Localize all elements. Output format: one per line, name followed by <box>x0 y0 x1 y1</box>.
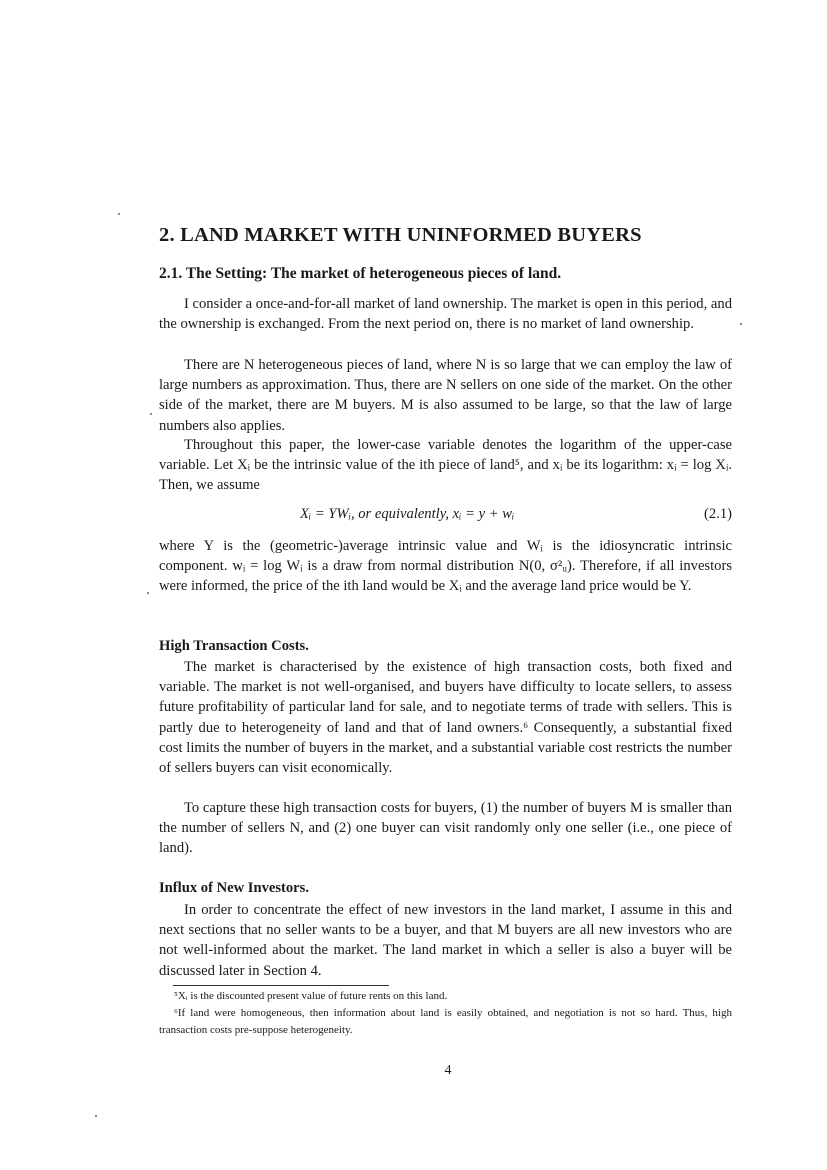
paragraph-new-investors: In order to concentrate the effect of new investors in the land market, I assume in this and next sections that no seller wants to be a buyer, and that M buyers are all new investors who are not well-informed about the market. The land market in which a seller is also a buyer will be discussed later in Section 4. <box>159 902 732 979</box>
scan-speck <box>740 323 742 325</box>
scan-speck <box>95 1115 97 1117</box>
paragraph-notation: Throughout this paper, the lower-case variable denotes the logarithm of the upper-case variable. Let Xᵢ be the intrinsic value of the ith piece of land⁵, and xᵢ be its logarithm: xᵢ = log Xᵢ. Then, we assume <box>159 437 732 494</box>
paragraph-heterogeneous-land: There are N heterogeneous pieces of land, where N is so large that we can employ the law of large numbers as approximation. Thus, there are N sellers on one side of the market. On the other side of the market, there are M buyers. M is also assumed to be large, so that the law of large numbers also applies. <box>159 357 732 434</box>
page-number: 4 <box>444 1063 452 1078</box>
heading-influx-new-investors: Influx of New Investors. <box>159 880 309 896</box>
heading-high-transaction-costs: High Transaction Costs. <box>159 638 309 654</box>
footnote-6: ⁶If land were homogeneous, then information about land is easily obtained, and negotiation is not so hard. Thus, high transaction costs pre-suppose heterogeneity. <box>159 1007 732 1036</box>
paragraph-buyer-constraints: To capture these high transaction costs for buyers, (1) the number of buyers M is smaller than the number of sellers N, and (2) one buyer can visit randomly only one seller (i.e., one piece of land). <box>159 800 732 857</box>
paragraph-transaction-costs: The market is characterised by the existence of high transaction costs, both fixed and variable. The market is not well-organised, and buyers have difficulty to locate sellers, to assess future profitability of particular land for sale, and to negotiate terms of trade with sellers. This is partly due to heterogeneity of land and that of land owners.⁶ Consequently, a substantial fixed cost limits the number of buyers in the market, and a substantial variable cost restricts the number of sellers buyers can visit economically. <box>159 659 732 777</box>
footnote-5: ⁵Xᵢ is the discounted present value of future rents on this land. <box>174 990 448 1002</box>
footnote-divider <box>173 985 389 986</box>
equation-number: (2.1) <box>704 506 732 522</box>
paragraph-intrinsic-value: where Y is the (geometric-)average intrinsic value and Wᵢ is the idiosyncratic intrinsic component. wᵢ = log Wᵢ is a draw from normal distribution N(0, σ²ᵤ). Therefore, if all investors were informed, the price of the ith land would be Xᵢ and the average land price would be Y. <box>159 538 732 595</box>
paragraph-market-ownership: I consider a once-and-for-all market of land ownership. The market is open in this period, and the ownership is exchanged. From the next period on, there is no market of land ownership. <box>159 296 732 333</box>
subsection-heading: 2.1. The Setting: The market of heterogeneous pieces of land. <box>159 265 562 282</box>
section-heading: 2. LAND MARKET WITH UNINFORMED BUYERS <box>159 224 642 246</box>
scan-speck <box>150 413 152 415</box>
scan-speck <box>118 213 120 215</box>
equation-2-1 <box>159 506 732 528</box>
scan-speck <box>147 592 149 594</box>
equation-body: Xᵢ = YWᵢ, or equivalently, xᵢ = y + wᵢ <box>300 506 515 522</box>
